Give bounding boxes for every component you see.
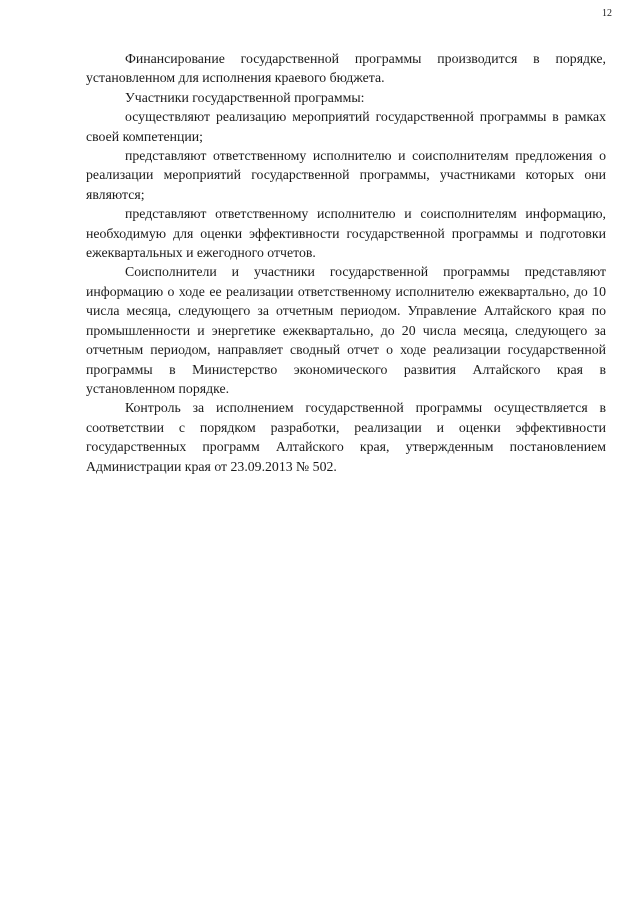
paragraph-participants-duty-2: представляют ответственному исполнителю и соисполнителям предложения о реализации мероприятий государственной программы, участниками которых они являются;	[86, 148, 606, 202]
paragraph-participants-heading: Участники государственной программы:	[125, 89, 365, 105]
paragraph-participants-duty-1: осуществляют реализацию мероприятий государственной программы в рамках своей компетенции;	[86, 109, 606, 144]
paragraph-reporting: Соисполнители и участники государственной программы представляют информацию о ходе ее реализации ответственному исполнителю ежеквартально, до 10 числа месяца, следующего за отчетным периодом. Управление Алтайского края по промышленности и энергетике ежеквартально, до 20 числа месяца, следующего за отчетным периодом, направляет сводный отчет о ходе реализации государственной программы в Министерство экономического развития Алтайского края в установленном порядке.	[86, 264, 606, 396]
paragraph-participants-duty-3: представляют ответственному исполнителю и соисполнителям информацию, необходимую для оценки эффективности государственной программы и подготовки ежеквартальных и ежегодного отчетов.	[86, 206, 606, 261]
document-body	[86, 49, 606, 476]
page-number: 12	[602, 8, 612, 19]
paragraph-financing: Финансирование государственной программы производится в порядке, установленном для исполнения краевого бюджета.	[86, 51, 606, 86]
paragraph-control: Контроль за исполнением государственной программы осуществляется в соответствии с порядком разработки, реализации и оценки эффективности государственных программ Алтайского края, утвержденным постановлением Администрации края от 23.09.2013 № 502.	[86, 400, 606, 474]
